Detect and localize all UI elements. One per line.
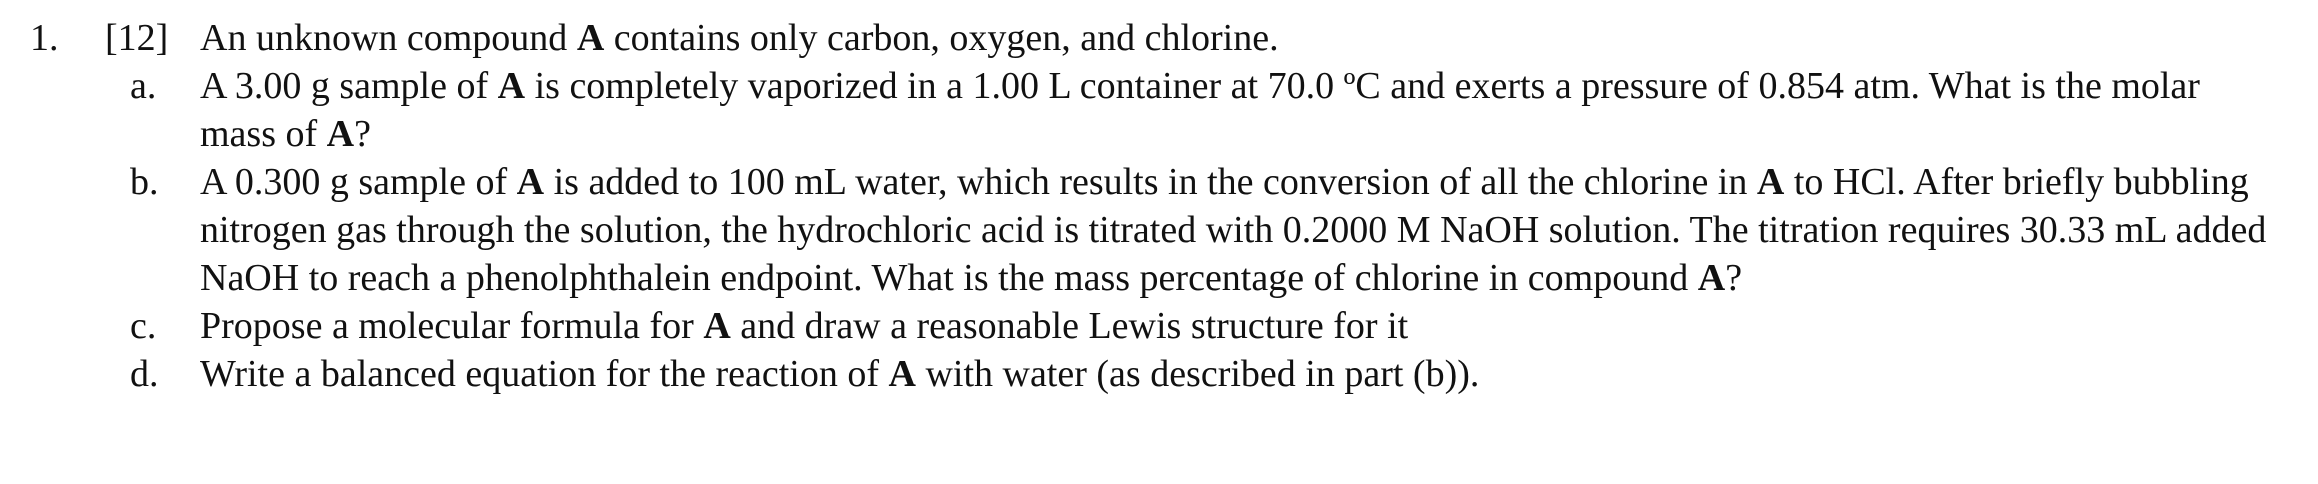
part-text-segment: is added to 100 mL water, which results in the conversion of all the chlorine in bbox=[544, 161, 1757, 203]
question-parts bbox=[30, 62, 2290, 398]
part-a bbox=[30, 62, 2290, 158]
part-text-segment: is completely vaporized in a 1.00 L container at 70.0 ºC and exerts a pressure of 0.854 atm. What is the molar mass of bbox=[200, 65, 2200, 155]
compound-label: A bbox=[326, 113, 355, 155]
part-letter: d. bbox=[130, 353, 159, 395]
compound-label: A bbox=[888, 353, 916, 395]
part-d bbox=[30, 350, 2290, 398]
part-text bbox=[200, 158, 2280, 302]
part-text-segment: with water (as described in part (b)). bbox=[915, 353, 1480, 395]
part-text-segment: Propose a molecular formula for bbox=[200, 305, 704, 347]
compound-label: A bbox=[576, 17, 605, 59]
stem-text-2: contains only carbon, oxygen, and chlorine. bbox=[604, 17, 1279, 59]
part-text-segment: and draw a reasonable Lewis structure for it bbox=[730, 305, 1409, 347]
part-c bbox=[30, 302, 2290, 350]
compound-label: A bbox=[1756, 161, 1785, 203]
question-number: 1. bbox=[30, 17, 59, 59]
part-text-segment: A 0.300 g sample of bbox=[200, 161, 517, 203]
part-text-segment: ? bbox=[354, 113, 371, 155]
part-text-segment: Write a balanced equation for the reaction of bbox=[200, 353, 889, 395]
part-text-segment: A 3.00 g sample of bbox=[200, 65, 498, 107]
compound-label: A bbox=[497, 65, 526, 107]
part-text-segment: to HCl. After briefly bubbling nitrogen gas through the solution, the hydrochloric acid is titrated with 0.2000 M NaOH solution. The titration requires 30.33 mL added NaOH to reach a phenolphthalein endpoint. What is the mass percentage of chlorine in compound bbox=[200, 161, 2267, 299]
part-text bbox=[200, 62, 2280, 158]
stem-text-1: An unknown compound bbox=[200, 17, 577, 59]
part-letter: c. bbox=[130, 305, 157, 347]
part-b bbox=[30, 158, 2290, 302]
compound-label: A bbox=[703, 305, 731, 347]
part-text-segment: ? bbox=[1725, 257, 1743, 299]
part-letter: b. bbox=[130, 161, 159, 203]
part-text bbox=[200, 350, 2280, 398]
part-text bbox=[200, 302, 2280, 350]
question-header bbox=[30, 14, 2290, 62]
question-stem bbox=[200, 14, 1279, 62]
compound-label: A bbox=[516, 161, 545, 203]
compound-label: A bbox=[1697, 257, 1726, 299]
question-1 bbox=[30, 14, 2290, 398]
part-letter: a. bbox=[130, 65, 157, 107]
question-points: [12] bbox=[105, 17, 169, 59]
